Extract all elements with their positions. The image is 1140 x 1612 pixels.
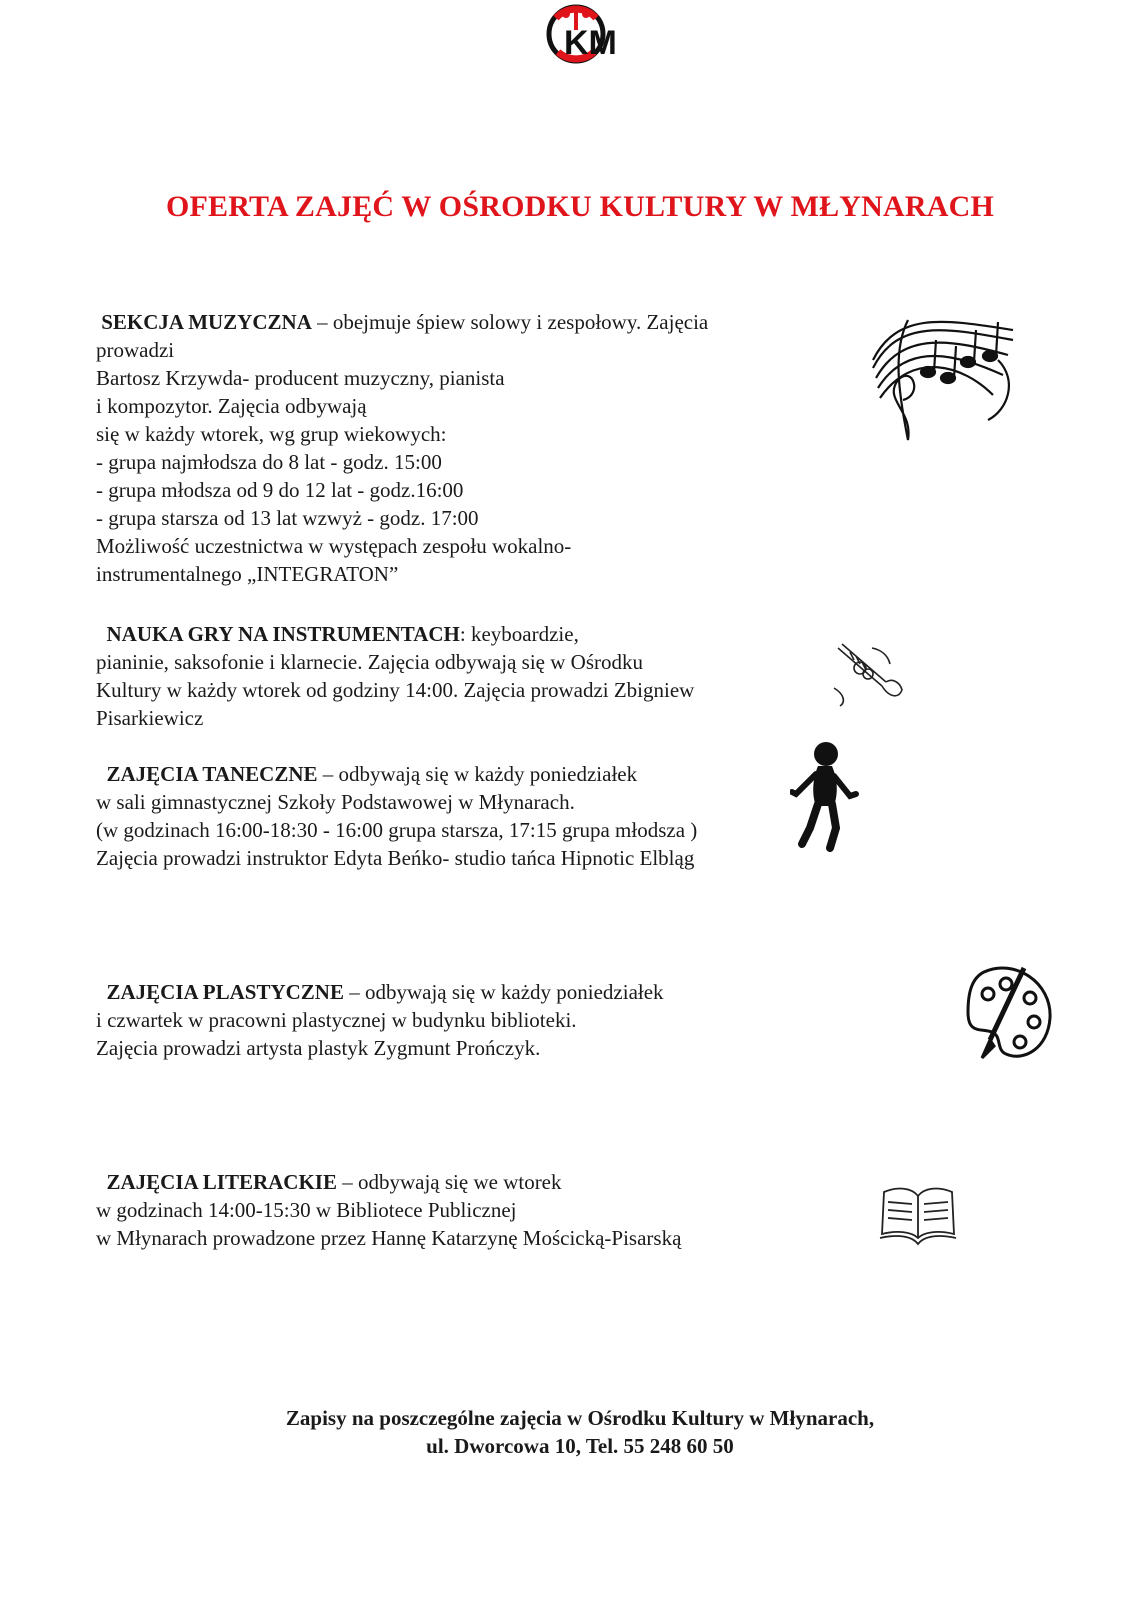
section-literature: ZAJĘCIA LITERACKIE – odbywają się we wtorek w godzinach 14:00-15:30 w Bibliotece Publicznej w Młynarach prowadzone przez Hannę Katarzynę Mościcką-Pisarską	[96, 1170, 682, 1250]
palette-icon	[964, 962, 1056, 1071]
signup-footer	[0, 1404, 1140, 1460]
section-dance: ZAJĘCIA TANECZNE – odbywają się w każdy poniedziałek w sali gimnastycznej Szkoły Podstawowej w Młynarach. (w godzinach 16:00-18:30 - 16:00 grupa starsza, 17:15 grupa młodsza ) Zajęcia prowadzi instruktor Edyta Beńko- studio tańca Hipnotic Elbląg	[96, 762, 698, 870]
footer-line-1: Zapisy na poszczególne zajęcia w Ośrodku Kultury w Młynarach,	[285, 1406, 875, 1430]
section-heading: SEKCJA MUZYCZNA	[101, 310, 312, 334]
page-title: OFERTA ZAJĘĆ W OŚRODKU KULTURY W MŁYNARACH	[165, 190, 995, 223]
dancer-icon	[790, 740, 860, 857]
km-logo	[544, 2, 656, 68]
footer-line-2: ul. Dworcowa 10, Tel. 55 248 60 50	[426, 1434, 734, 1458]
book-icon	[876, 1180, 960, 1255]
section-heading: ZAJĘCIA TANECZNE	[106, 762, 318, 786]
section-art: ZAJĘCIA PLASTYCZNE – odbywają się w każdy poniedziałek i czwartek w pracowni plastycznej w budynku biblioteki. Zajęcia prowadzi artysta plastyk Zygmunt Prończyk.	[96, 980, 664, 1060]
section-heading: ZAJĘCIA PLASTYCZNE	[106, 980, 344, 1004]
section-heading: ZAJĘCIA LITERACKIE	[106, 1170, 337, 1194]
logo-text: KM	[564, 24, 617, 62]
section-music: SEKCJA MUZYCZNA – obejmuje śpiew solowy i zespołowy. Zajęcia prowadzi Bartosz Krzywda- producent muzyczny, pianista i kompozytor. Zajęcia odbywają się w każdy wtorek, wg grup wiekowych: - grupa najmłodsza do 8 lat - godz. 15:00 - grupa młodsza od 9 do 12 lat - godz.16:00 - grupa starsza od 13 lat wzwyż - godz. 17:00 Możliwość uczestnictwa w występach zespołu wokalno- instrumentalnego „INTEGRATON”	[96, 310, 709, 586]
music-notes-icon	[868, 300, 1018, 455]
trumpet-icon	[832, 638, 906, 713]
section-instruments: NAUKA GRY NA INSTRUMENTACH: keyboardzie, pianinie, saksofonie i klarnecie. Zajęcia odbywają się w Ośrodku Kultury w każdy wtorek od godziny 14:00. Zajęcia prowadzi Zbigniew Pisarkiewicz	[96, 622, 695, 730]
section-heading: NAUKA GRY NA INSTRUMENTACH	[106, 622, 460, 646]
